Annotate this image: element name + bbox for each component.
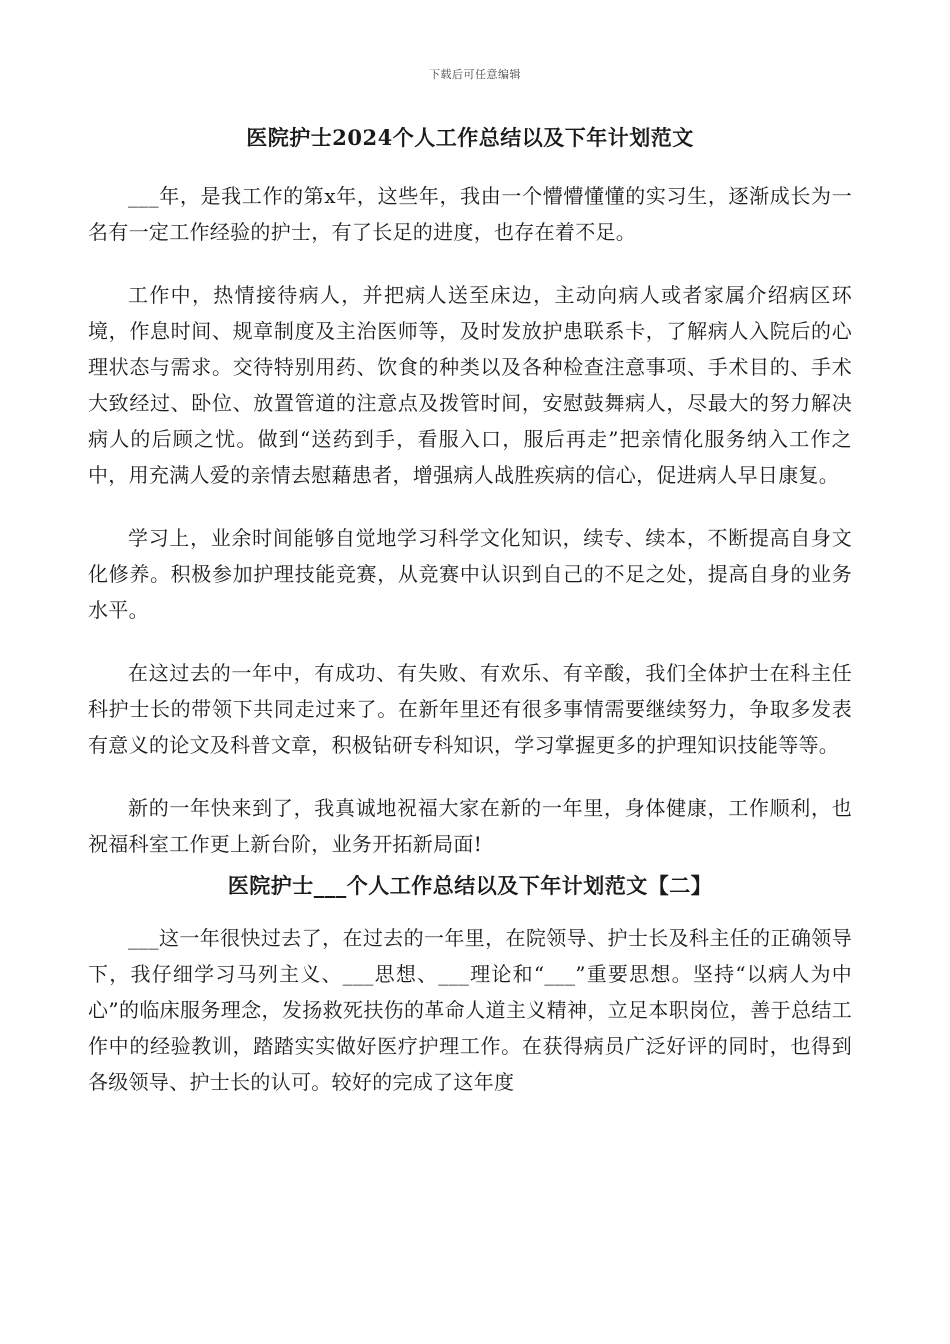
paragraph: 学习上，业余时间能够自觉地学习科学文化知识，续专、续本，不断提高自身文化修养。积极参加护理技能竞赛，从竞赛中认识到自己的不足之处，提高自身的业务水平。 (88, 526, 852, 622)
paragraph: 新的一年快来到了，我真诚地祝福大家在新的一年里，身体健康，工作顺利，也祝福科室工作更上新台阶，业务开拓新局面! (88, 796, 852, 856)
section-title-1: 医院护士2024个人工作总结以及下年计划范文 (246, 125, 694, 150)
header-note: 下载后可任意编辑 (429, 68, 521, 81)
document-body (88, 118, 852, 1100)
paragraph: ___年，是我工作的第x年，这些年，我由一个懵懵懂懂的实习生，逐渐成长为一名有一定工作经验的护士，有了长足的进度，也存在着不足。 (88, 184, 852, 244)
paragraph: 在这过去的一年中，有成功、有失败、有欢乐、有辛酸，我们全体护士在科主任科护士长的带领下共同走过来了。在新年里还有很多事情需要继续努力，争取多发表有意义的论文及科普文章，积极钻研专科知识，学习掌握更多的护理知识技能等等。 (88, 661, 852, 757)
paragraph: ___这一年很快过去了，在过去的一年里，在院领导、护士长及科主任的正确领导下，我仔细学习马列主义、___思想、___理论和“___”重要思想。坚持“以病人为中心”的临床服务理念，发扬救死扶伤的革命人道主义精神，立足本职岗位，善于总结工作中的经验教训，踏踏实实做好医疗护理工作。在获得病员广泛好评的同时，也得到各级领导、护士长的认可。较好的完成了这年度 (88, 926, 852, 1094)
paragraph: 工作中，热情接待病人，并把病人送至床边，主动向病人或者家属介绍病区环境，作息时间、规章制度及主治医师等，及时发放护患联系卡，了解病人入院后的心理状态与需求。交待特别用药、饮食的种类以及各种检查注意事项、手术目的、手术大致经过、卧位、放置管道的注意点及拨管时间，安慰鼓舞病人，尽最大的努力解决病人的后顾之忧。做到“送药到手，看服入口，服后再走”把亲情化服务纳入工作之中，用充满人爱的亲情去慰藉患者，增强病人战胜疾病的信心，促进病人早日康复。 (88, 283, 852, 487)
section-title-2: 医院护士___个人工作总结以及下年计划范文【二】 (227, 873, 713, 898)
